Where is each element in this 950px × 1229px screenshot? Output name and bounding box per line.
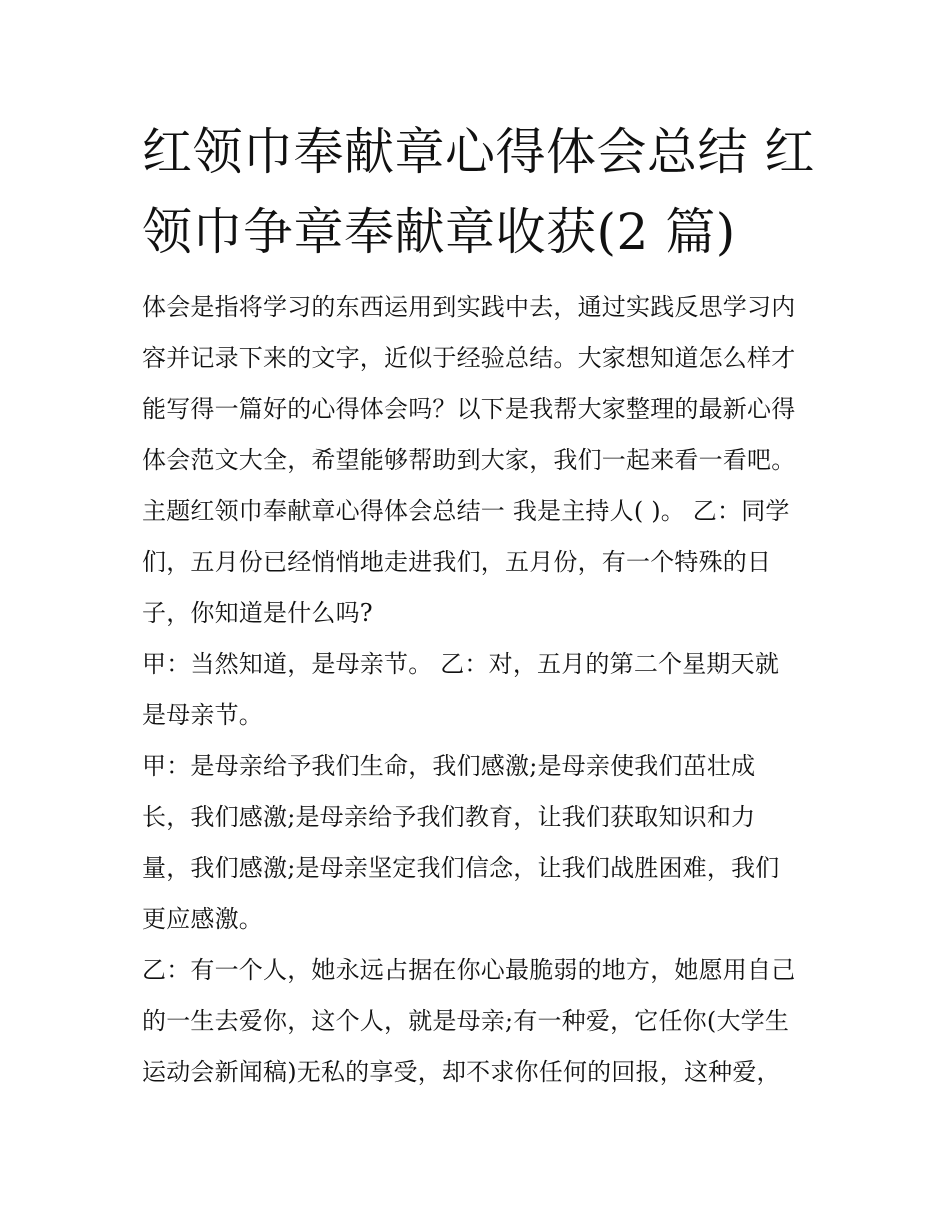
body-line: 子，你知道是什么吗?: [142, 599, 373, 627]
body-line: 甲：是母亲给予我们生命，我们感激;是母亲使我们茁壮成: [142, 752, 756, 780]
body-line: 是母亲节。: [142, 701, 263, 729]
body-line: 主题红领巾奉献章心得体会总结一 我是主持人( )。 乙：同学: [142, 497, 790, 525]
title-line: 红领巾奉献章心得体会总结 红: [142, 123, 815, 181]
body-line: 体会范文大全，希望能够帮助到大家，我们一起来看一看吧。: [142, 446, 796, 474]
body-line: 长，我们感激;是母亲给予我们教育，让我们获取知识和力: [142, 803, 756, 831]
body-line: 量，我们感激;是母亲坚定我们信念，让我们战胜困难，我们: [142, 854, 780, 882]
body-line: 乙：有一个人，她永远占据在你心最脆弱的地方，她愿用自己: [142, 956, 796, 984]
body-line: 更应感激。: [142, 905, 263, 933]
document-title: [142, 112, 822, 272]
body-line: 运动会新闻稿)无私的享受，却不求你任何的回报，这种爱，: [142, 1058, 781, 1086]
body-line: 的一生去爱你，这个人，就是母亲;有一种爱，它任你(大学生: [142, 1007, 790, 1035]
body-line: 甲：当然知道，是母亲节。 乙：对，五月的第二个星期天就: [142, 650, 780, 678]
body-line: 体会是指将学习的东西运用到实践中去，通过实践反思学习内: [142, 293, 796, 321]
body-line: 能写得一篇好的心得体会吗？以下是我帮大家整理的最新心得: [142, 395, 796, 423]
body-line: 容并记录下来的文字，近似于经验总结。大家想知道怎么样才: [142, 344, 796, 372]
document-body: [142, 282, 822, 1098]
body-line: 们，五月份已经悄悄地走进我们，五月份，有一个特殊的日: [142, 548, 772, 576]
title-line: 领巾争章奉献章收获(2 篇): [142, 203, 736, 261]
